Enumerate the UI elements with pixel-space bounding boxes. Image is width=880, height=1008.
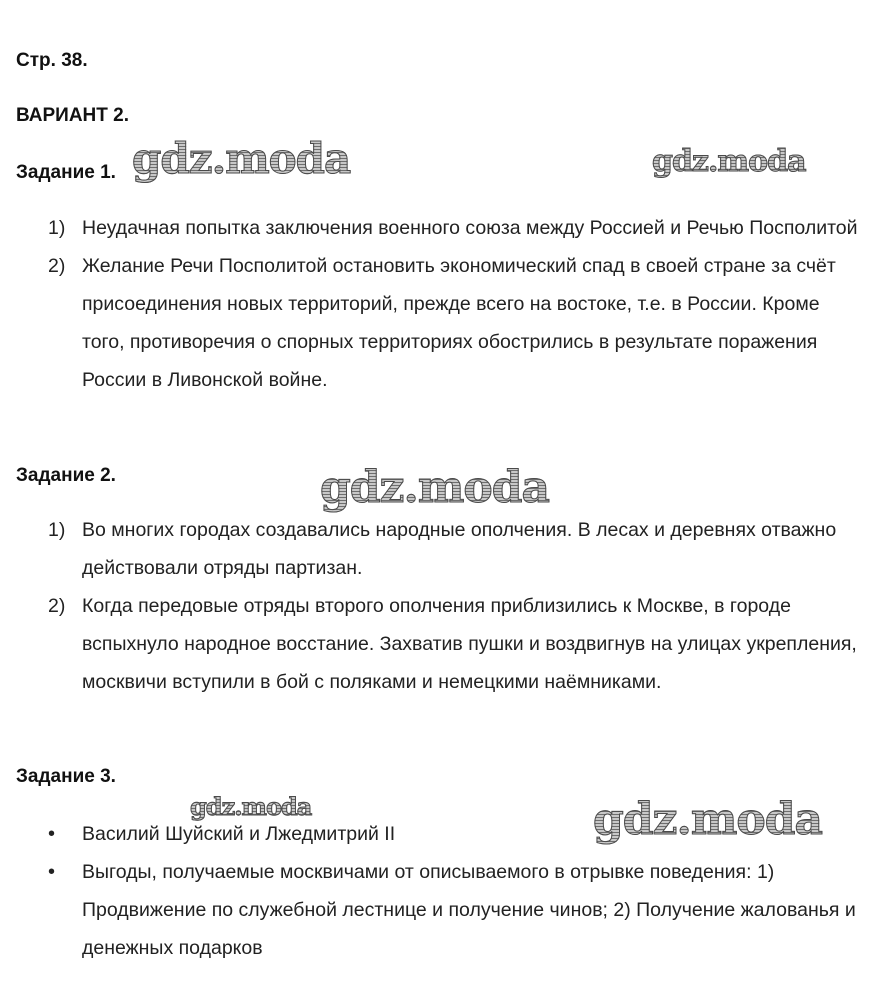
list-item: [0, 247, 860, 399]
watermark: gdz.moda: [320, 462, 550, 513]
list-marker: 2): [48, 255, 66, 277]
list-item: [0, 511, 860, 587]
bullet-marker: •: [48, 861, 56, 883]
watermark: gdz.moda: [132, 134, 351, 183]
variant-heading: ВАРИАНТ 2.: [16, 105, 129, 126]
list-item: [0, 853, 860, 967]
list-item: [0, 209, 860, 247]
watermark: gdz.moda: [190, 792, 312, 821]
list-item-text: Когда передовые отряды второго ополчения приблизились к Москве, в городе вспыхнуло народное восстание. Захватив пушки и воздвигнув на улицах укрепления, москвичи вступили в бой с поляками и немецкими наёмниками.: [82, 595, 857, 693]
list-item-text: Желание Речи Посполитой остановить экономический спад в своей стране за счёт присоединения новых территорий, прежде всего на востоке, т.е. в России. Кроме того, противоречия о спорных территориях обострились в результате поражения России в Ливонской войне.: [82, 255, 836, 391]
bullet-marker: •: [48, 823, 56, 845]
list-item-text: Неудачная попытка заключения военного союза между Россией и Речью Посполитой: [82, 217, 858, 239]
list-marker: 1): [48, 519, 66, 541]
list-item-text: Во многих городах создавались народные ополчения. В лесах и деревнях отважно действовали отряды партизан.: [82, 519, 837, 579]
list-marker: 2): [48, 595, 66, 617]
list-item-text: Выгоды, получаемые москвичами от описываемого в отрывке поведения: 1) Продвижение по служебной лестнице и получение чинов; 2) Получение жалованья и денежных подарков: [82, 861, 856, 959]
task-1-list: [0, 209, 860, 399]
list-item: [0, 587, 860, 701]
task-2-title: Задание 2.: [16, 465, 116, 486]
watermark: gdz.moda: [652, 144, 806, 179]
list-item-text: Василий Шуйский и Лжедмитрий II: [82, 823, 396, 845]
task-3-title: Задание 3.: [16, 766, 116, 787]
watermark: gdz.moda: [593, 794, 823, 845]
task-1-title: Задание 1.: [16, 162, 116, 183]
task-2-list: [0, 511, 860, 701]
page-reference: Стр. 38.: [16, 50, 88, 71]
list-marker: 1): [48, 217, 66, 239]
